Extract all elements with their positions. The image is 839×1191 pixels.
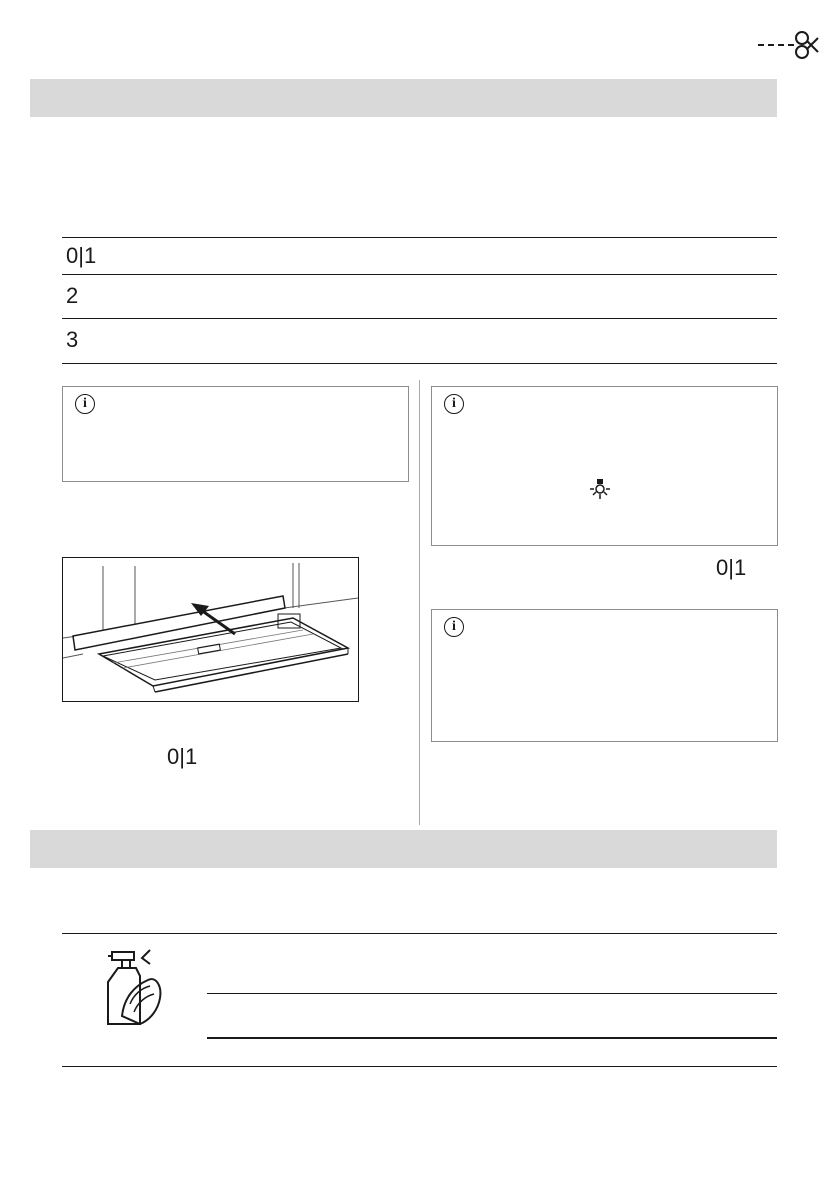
section-header-bar-operation: [30, 79, 777, 117]
info-icon: i: [444, 617, 464, 637]
table-bottom-rule: [62, 1066, 777, 1067]
table-rule: [207, 993, 777, 994]
table-top-rule: [62, 933, 777, 934]
column-divider: [419, 380, 420, 825]
info-icon: i: [75, 394, 95, 414]
table-rule: [62, 318, 777, 319]
info-note-box: [431, 386, 778, 546]
info-note-box: [431, 609, 778, 742]
info-note-box: [62, 386, 409, 482]
scissors-icon: [758, 28, 820, 62]
table-rule: [62, 274, 777, 275]
light-bulb-icon: [588, 477, 612, 501]
table-bottom-rule: [62, 363, 777, 364]
symbol-speed-2: 2: [66, 283, 79, 308]
symbol-on-off-text: 0|1: [66, 243, 97, 268]
section-header-bar-care: [30, 830, 777, 868]
symbol-on-off-inline: 0|1: [167, 744, 198, 769]
symbol-on-off: [66, 245, 96, 267]
symbol-speed-3: 3: [66, 327, 79, 352]
info-icon: i: [444, 394, 464, 414]
hood-illustration: [62, 557, 359, 702]
table-top-rule: [62, 237, 777, 238]
symbol-on-off-inline: 0|1: [716, 555, 747, 580]
spray-and-cloth-icon: [100, 946, 170, 1030]
table-rule: [207, 1037, 777, 1039]
